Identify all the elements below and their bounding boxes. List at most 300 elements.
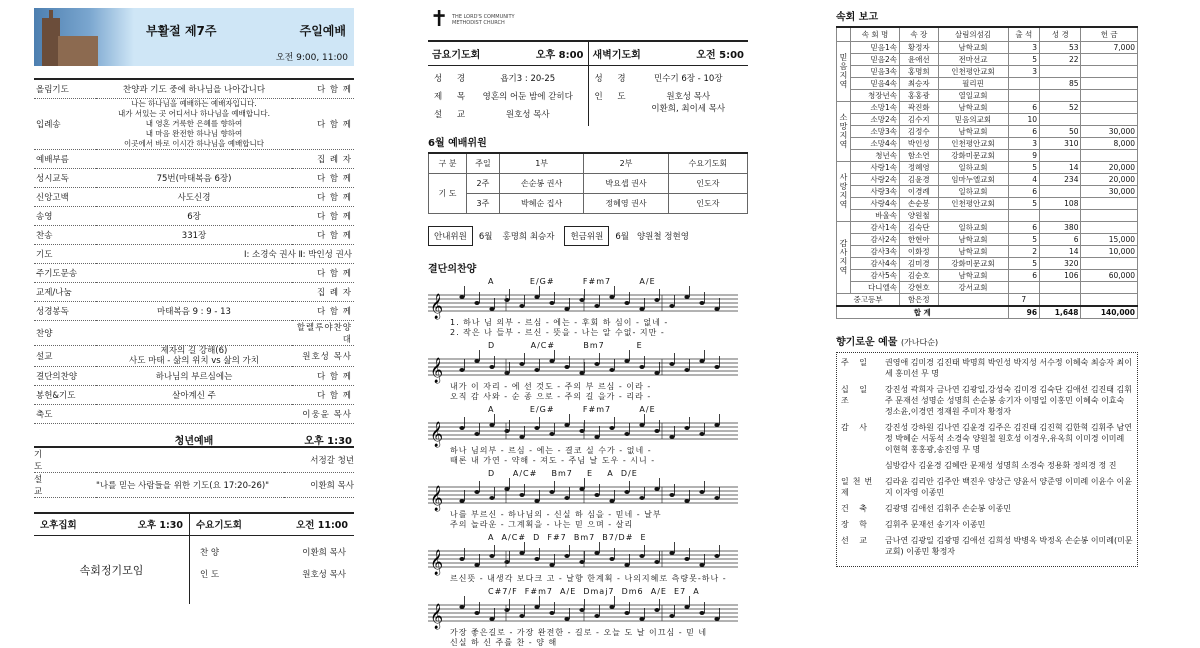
report-cell xyxy=(1081,89,1138,101)
report-cell: 다니엘속 xyxy=(851,281,900,293)
music-note xyxy=(594,304,599,308)
music-note xyxy=(684,557,689,561)
music-note xyxy=(669,304,674,308)
worship-item-leader: 원호성 목사 xyxy=(292,345,354,366)
song-title: 결단의찬양 xyxy=(428,263,477,275)
staff-lines xyxy=(428,409,748,447)
cell-report-title: 속회 보고 xyxy=(836,12,879,23)
report-cell: 5 xyxy=(1008,257,1040,269)
report-row xyxy=(837,233,1138,245)
worship-item-leader: 다 함 께 xyxy=(292,225,354,244)
report-cell xyxy=(1081,77,1138,89)
report-cell: 5 xyxy=(1008,53,1040,65)
music-note xyxy=(564,496,569,500)
report-cell: 남학교회 xyxy=(938,101,1008,113)
report-cell: 사랑4속 xyxy=(851,197,900,209)
music-note xyxy=(654,429,659,433)
report-cell: 곽진화 xyxy=(900,101,939,113)
music-note xyxy=(519,435,524,439)
lyrics-line: 가장 좋은길로 - 가장 완전한 - 길로 - 오늘 도 날 이끄심 - 믿 네 xyxy=(450,627,708,637)
music-note xyxy=(609,605,614,609)
offering-category: 장 학 xyxy=(841,519,871,529)
report-cell: 5 xyxy=(1008,197,1040,209)
music-note xyxy=(699,301,704,305)
music-note xyxy=(474,301,479,305)
music-note xyxy=(519,551,524,555)
worship-order-row xyxy=(34,263,354,282)
offering-category: 주 일 xyxy=(841,357,871,367)
music-note xyxy=(504,298,509,302)
report-region-label: 믿 음 지 역 xyxy=(837,41,851,101)
report-header: 성 경 xyxy=(1040,27,1081,41)
report-cell: 전마선교 xyxy=(938,53,1008,65)
report-cell xyxy=(1081,65,1138,77)
report-cell: 함은정 xyxy=(900,293,939,306)
report-cell: 85 xyxy=(1040,77,1081,89)
worship-title: 부활절 제7주 xyxy=(146,24,217,38)
music-note xyxy=(474,432,479,436)
worship-item-leader: 다 함 께 xyxy=(292,206,354,225)
report-cell: 중고등부 xyxy=(837,293,900,306)
report-cell: 5 xyxy=(1008,161,1040,173)
report-header-group xyxy=(837,27,851,41)
wednesday-item-value: 원호성 목사 xyxy=(302,569,346,580)
youth-item-label: 설교 xyxy=(34,472,96,497)
report-cell: 인천평안교회 xyxy=(938,197,1008,209)
music-note xyxy=(699,611,704,615)
dawn-prayer xyxy=(588,42,749,126)
youth-worship-table xyxy=(34,446,354,498)
music-note xyxy=(534,426,539,430)
youth-worship-header xyxy=(34,432,354,446)
music-note xyxy=(459,499,464,503)
music-note xyxy=(519,362,524,366)
worship-item-label: 올림기도 xyxy=(34,79,96,98)
music-note xyxy=(549,563,554,567)
report-cell: 강현호 xyxy=(900,281,939,293)
music-note xyxy=(639,307,644,311)
church-logo-text: THE LORD'S COMMUNITY METHODIST CHURCH xyxy=(452,14,515,26)
worship-service-name: 주일예배 xyxy=(299,24,346,38)
music-note xyxy=(519,614,524,618)
worship-order-row xyxy=(34,206,354,225)
dawn-prayer-item-label: 인 도 xyxy=(594,92,632,102)
guide-committee-names: 홍명희 최승자 xyxy=(502,231,555,242)
music-note xyxy=(504,608,509,612)
offering-row xyxy=(841,357,1133,379)
youth-item-label: 기도 xyxy=(34,447,96,473)
chord-symbols: C#7/F F#m7 A/E Dmaj7 Dm6 A/E E7 A xyxy=(488,586,700,596)
lyrics-line: 2. 작은 나 들부 - 르신 - 뜻을 - 나는 알 수없- 지만 - xyxy=(450,327,665,337)
dawn-prayer-item-label: 성 경 xyxy=(594,74,632,84)
report-row xyxy=(837,161,1138,173)
june-worship-committee-table xyxy=(428,152,748,214)
lyrics-line: 하나 님의부 - 르심 - 에는 - 결코 실 수가 - 없네 - xyxy=(450,445,652,455)
music-staff xyxy=(428,341,748,403)
report-cell xyxy=(1008,89,1040,101)
worship-item-label: 주기도문송 xyxy=(34,263,96,282)
worship-item-content: 살아계신 주 xyxy=(96,385,292,404)
youth-worship-time: 오후 1:30 xyxy=(304,435,352,447)
church-building-image xyxy=(58,36,98,66)
cross-icon: ✝ xyxy=(430,7,449,32)
worship-item-leader: 다 함 께 xyxy=(292,385,354,404)
offering-title xyxy=(836,333,1138,348)
report-row xyxy=(837,125,1138,137)
report-cell: 사랑1속 xyxy=(851,161,900,173)
report-cell: 윤애선 xyxy=(900,53,939,65)
report-cell: 6 xyxy=(1008,101,1040,113)
report-cell: 열일교회 xyxy=(938,89,1008,101)
report-cell: 청년속 xyxy=(851,149,900,161)
report-cell: 김윤경 xyxy=(900,173,939,185)
report-cell: 믿음3속 xyxy=(851,65,900,77)
music-note xyxy=(669,614,674,618)
report-cell: 강화미문교회 xyxy=(938,149,1008,161)
offering-list xyxy=(836,352,1138,567)
worship-order-row xyxy=(34,79,354,98)
report-row xyxy=(837,197,1138,209)
music-note xyxy=(519,304,524,308)
worship-order-row xyxy=(34,385,354,404)
report-row xyxy=(837,113,1138,125)
music-staff xyxy=(428,469,748,531)
report-cell: 4 xyxy=(1008,173,1040,185)
music-note xyxy=(699,490,704,494)
wednesday-item-label: 찬 양 xyxy=(200,547,220,558)
worship-order-row xyxy=(34,225,354,244)
report-cell: 바울속 xyxy=(851,209,900,221)
offering-row xyxy=(841,476,1133,498)
report-cell xyxy=(1008,77,1040,89)
weekday-panel xyxy=(428,8,748,647)
report-cell xyxy=(1040,149,1081,161)
worship-item-leader: 다 함 께 xyxy=(292,187,354,206)
music-note xyxy=(594,435,599,439)
music-note xyxy=(474,490,479,494)
report-cell: 15,000 xyxy=(1081,233,1138,245)
report-row xyxy=(837,269,1138,281)
report-row xyxy=(837,173,1138,185)
afternoon-meeting xyxy=(34,514,190,604)
music-note xyxy=(564,423,569,427)
afternoon-meeting-title: 오후집회 xyxy=(40,520,77,531)
worship-item-leader: 할렐루야찬양대 xyxy=(292,320,354,345)
worship-item-label: 성경봉독 xyxy=(34,301,96,320)
wednesday-prayer-title: 수요기도회 xyxy=(196,520,242,531)
dawn-prayer-row xyxy=(595,72,743,84)
report-cell: 인천평안교회 xyxy=(938,65,1008,77)
worship-header xyxy=(34,8,354,66)
worship-item-content xyxy=(96,149,292,168)
worship-item-content: 마태복음 9 : 9 - 13 xyxy=(96,301,292,320)
friday-prayer-row xyxy=(434,90,582,102)
offering-names: 김라윤 김리안 김주안 백진우 양상근 양윤서 양준영 이미례 이윤수 이윤지 이자영 이종민 xyxy=(885,476,1132,497)
worship-item-label: 송영 xyxy=(34,206,96,225)
chord-symbols: A E/G# F#m7 A/E xyxy=(488,404,656,414)
music-note xyxy=(594,551,599,555)
worship-order-row xyxy=(34,168,354,187)
music-note xyxy=(489,554,494,558)
music-note xyxy=(669,493,674,497)
report-cell: 감사2속 xyxy=(851,233,900,245)
youth-worship-row xyxy=(34,447,354,473)
offering-names: 금나연 김광일 김광명 김애선 김희성 박병옥 박정옥 손순봉 이미례(미문교회) 이종민 황정자 xyxy=(885,535,1133,556)
music-note xyxy=(549,359,554,363)
report-cell: 박인성 xyxy=(900,137,939,149)
report-row xyxy=(837,65,1138,77)
music-note xyxy=(639,496,644,500)
report-total-row xyxy=(837,306,1138,319)
june-table-header: 1부 xyxy=(499,153,583,173)
worship-order-row xyxy=(34,404,354,423)
report-cell: 일하교회 xyxy=(938,161,1008,173)
music-note xyxy=(714,496,719,500)
treble-clef-icon: 𝄞 xyxy=(430,421,444,447)
music-note xyxy=(624,432,629,436)
worship-order-table xyxy=(34,78,354,424)
music-note xyxy=(669,362,674,366)
music-note xyxy=(564,617,569,621)
report-cell: 6 xyxy=(1008,185,1040,197)
report-cell: 인천평안교회 xyxy=(938,137,1008,149)
report-cell: 믿음2속 xyxy=(851,53,900,65)
report-cell: 믿음의교회 xyxy=(938,113,1008,125)
report-row-youth xyxy=(837,293,1138,306)
report-cell: 믿음1속 xyxy=(851,41,900,53)
report-cell: 108 xyxy=(1040,197,1081,209)
music-note xyxy=(639,554,644,558)
report-header: 헌 금 xyxy=(1081,27,1138,41)
worship-item-label: 기도 xyxy=(34,244,96,263)
music-note xyxy=(609,557,614,561)
guide-committee-month: 6월 xyxy=(478,231,493,242)
report-cell: 한현아 xyxy=(900,233,939,245)
prayer-meetings xyxy=(428,40,748,126)
report-region-label: 소 망 지 역 xyxy=(837,101,851,161)
report-cell: 3 xyxy=(1008,41,1040,53)
report-region-label: 사 랑 지 역 xyxy=(837,161,851,221)
report-row xyxy=(837,257,1138,269)
offering-names: 강진성 곽희자 금나연 김광일,강성숙 김미경 김숙단 김애선 김진태 김휘주 문재선 성명순 성명희 손순봉 송기자 이명일 이홍민 이혜숙 이효숙 정소윤,이경연 정재원 주미자 황정자 xyxy=(885,384,1132,416)
staff-lines xyxy=(428,537,748,575)
june-table-role: 기 도 xyxy=(429,173,467,213)
offering-category: 일천번제 xyxy=(841,476,877,497)
friday-prayer-item-value: 영혼의 어둔 밤에 갇히다 xyxy=(482,92,573,102)
june-table-row xyxy=(429,193,748,213)
report-cell: 믿음4속 xyxy=(851,77,900,89)
report-panel xyxy=(836,8,1138,567)
worship-order-row xyxy=(34,320,354,345)
music-note xyxy=(714,423,719,427)
report-cell: 함소연 xyxy=(900,149,939,161)
report-cell: 5 xyxy=(1008,233,1040,245)
report-cell xyxy=(1040,293,1081,306)
offering-category xyxy=(841,460,885,471)
chord-symbols: A E/G# F#m7 A/E xyxy=(488,276,656,286)
worship-item-content: 6장 xyxy=(96,206,292,225)
report-cell xyxy=(938,293,1008,306)
music-note xyxy=(549,432,554,436)
music-note xyxy=(489,617,494,621)
report-cell: 일하교회 xyxy=(938,221,1008,233)
treble-clef-icon: 𝄞 xyxy=(430,485,444,511)
music-note xyxy=(564,365,569,369)
report-cell xyxy=(1040,113,1081,125)
report-cell: 김미경 xyxy=(900,257,939,269)
worship-item-content: 나는 하나님을 예배하는 예배자입니다. 내가 서있는 곳 어디서나 하나님을 예배합니다. 내 영혼 거룩한 은혜를 향하여 내 마음 완전한 하나님 향하여 이곳에서 바로 이시간 하나님을 예배합니다 xyxy=(96,98,292,149)
music-note xyxy=(564,307,569,311)
worship-item-label: 결단의찬양 xyxy=(34,366,96,385)
report-cell: 김숙단 xyxy=(900,221,939,233)
worship-item-label: 설교 xyxy=(34,345,96,366)
music-note xyxy=(504,487,509,491)
report-cell: 임마누엘교회 xyxy=(938,173,1008,185)
dawn-prayer-item-value: 민수기 6장 - 10장 xyxy=(654,74,723,84)
wednesday-prayer-row xyxy=(190,546,354,558)
report-cell: 남학교회 xyxy=(938,41,1008,53)
worship-order-row xyxy=(34,345,354,366)
worship-item-label: 신앙고백 xyxy=(34,187,96,206)
music-note xyxy=(609,426,614,430)
music-note xyxy=(609,368,614,372)
june-table-cell: 2주 xyxy=(467,173,500,193)
worship-order-row xyxy=(34,98,354,149)
report-cell: 사랑2속 xyxy=(851,173,900,185)
worship-order-row xyxy=(34,149,354,168)
report-cell: 320 xyxy=(1040,257,1081,269)
report-cell: 6 xyxy=(1040,233,1081,245)
music-note xyxy=(474,611,479,615)
report-cell: 3 xyxy=(1008,65,1040,77)
worship-order-row xyxy=(34,244,354,263)
music-note xyxy=(684,295,689,299)
report-cell xyxy=(1008,209,1040,221)
report-cell: 김순호 xyxy=(900,269,939,281)
worship-order-row xyxy=(34,366,354,385)
music-note xyxy=(714,307,719,311)
offering-committee-names: 양원철 정현영 xyxy=(636,231,689,242)
worship-item-leader: 집 례 자 xyxy=(292,282,354,301)
report-cell: 9 xyxy=(1008,149,1040,161)
report-cell: 소망2속 xyxy=(851,113,900,125)
music-note xyxy=(504,371,509,375)
music-note xyxy=(699,432,704,436)
weekday-meetings xyxy=(34,512,354,604)
report-row xyxy=(837,101,1138,113)
report-row xyxy=(837,53,1138,65)
report-cell: 양원철 xyxy=(900,209,939,221)
music-note xyxy=(684,426,689,430)
report-cell xyxy=(1081,113,1138,125)
offering-category: 선 교 xyxy=(841,535,871,545)
worship-item-leader: 집 례 자 xyxy=(292,149,354,168)
report-cell xyxy=(1040,209,1081,221)
wednesday-prayer-time: 오전 11:00 xyxy=(296,520,348,531)
offering-row xyxy=(841,535,1133,557)
worship-item-label: 찬송 xyxy=(34,225,96,244)
offering-names: 김휘주 문재선 송기자 이종민 xyxy=(885,519,986,529)
music-note xyxy=(669,435,674,439)
wednesday-item-value: 이환희 목사 xyxy=(302,547,346,558)
report-cell: 14 xyxy=(1040,245,1081,257)
june-table-header: 수요기도회 xyxy=(668,153,747,173)
report-row xyxy=(837,281,1138,293)
music-note xyxy=(609,295,614,299)
chord-symbols: D A/C# Bm7 E xyxy=(488,340,643,350)
lyrics-line: 나를 부르신 - 하나님의 - 신실 하 심을 - 믿네 - 날부 xyxy=(450,509,662,519)
music-note xyxy=(669,551,674,555)
music-note xyxy=(594,493,599,497)
friday-prayer-item-label: 성 경 xyxy=(434,74,472,84)
report-row xyxy=(837,41,1138,53)
report-cell: 손순봉 xyxy=(900,197,939,209)
report-cell: 강서교회 xyxy=(938,281,1008,293)
report-total-attend: 96 xyxy=(1008,306,1040,319)
music-note xyxy=(654,608,659,612)
friday-prayer xyxy=(428,42,588,126)
report-cell: 감사5속 xyxy=(851,269,900,281)
worship-item-content: 75번(마태복음 6장) xyxy=(96,168,292,187)
report-row xyxy=(837,149,1138,161)
youth-item-leader: 서정갈 청년 xyxy=(284,447,354,473)
report-cell: 남학교회 xyxy=(938,269,1008,281)
report-header: 살림의섬김 xyxy=(938,27,1008,41)
music-note xyxy=(654,560,659,564)
report-cell: 김정수 xyxy=(900,125,939,137)
music-note xyxy=(654,487,659,491)
report-cell: 홍홍광 xyxy=(900,89,939,101)
report-cell xyxy=(1081,209,1138,221)
june-table-header: 주일 xyxy=(467,153,500,173)
music-note xyxy=(564,554,569,558)
report-cell xyxy=(1081,53,1138,65)
report-cell: 7,000 xyxy=(1081,41,1138,53)
worship-item-leader: 이웅윤 목사 xyxy=(292,404,354,423)
report-cell xyxy=(1040,185,1081,197)
offering-title-note: (가나다순) xyxy=(900,337,939,347)
worship-item-label: 축도 xyxy=(34,404,96,423)
offering-category: 십 일 조 xyxy=(841,384,871,405)
music-note xyxy=(504,429,509,433)
lyrics-line: 주의 놀라운 - 그계획을 - 나는 믿 으며 - 살리 xyxy=(450,519,634,529)
report-row xyxy=(837,209,1138,221)
report-cell: 이경례 xyxy=(900,185,939,197)
music-note xyxy=(459,368,464,372)
report-cell: 소망4속 xyxy=(851,137,900,149)
music-note xyxy=(549,301,554,305)
report-cell: 380 xyxy=(1040,221,1081,233)
afternoon-meeting-time: 오후 1:30 xyxy=(137,520,183,531)
june-table-cell: 박요셉 권사 xyxy=(584,173,668,193)
june-table-cell: 박혜순 집사 xyxy=(499,193,583,213)
sunday-worship-panel xyxy=(34,8,354,604)
report-row xyxy=(837,221,1138,233)
worship-item-content: 사도신경 xyxy=(96,187,292,206)
worship-order-row xyxy=(34,187,354,206)
offering-names: 강진성 강하원 김나연 김윤경 김주은 김진태 김진혁 김한혁 김휘주 남연정 박혜순 서동석 소경숙 양원철 원호성 이경우,유옥희 이미경 이미례 이현혁 홍홍광,송진영 무 명 xyxy=(885,422,1132,454)
music-note xyxy=(624,563,629,567)
music-note xyxy=(639,423,644,427)
worship-item-label: 봉헌&기도 xyxy=(34,385,96,404)
report-row xyxy=(837,77,1138,89)
dawn-prayer-row xyxy=(595,90,743,114)
june-table-header: 2부 xyxy=(584,153,668,173)
music-note xyxy=(534,295,539,299)
report-cell: 일하교회 xyxy=(938,185,1008,197)
staff-lines xyxy=(428,473,748,511)
report-cell: 김수지 xyxy=(900,113,939,125)
